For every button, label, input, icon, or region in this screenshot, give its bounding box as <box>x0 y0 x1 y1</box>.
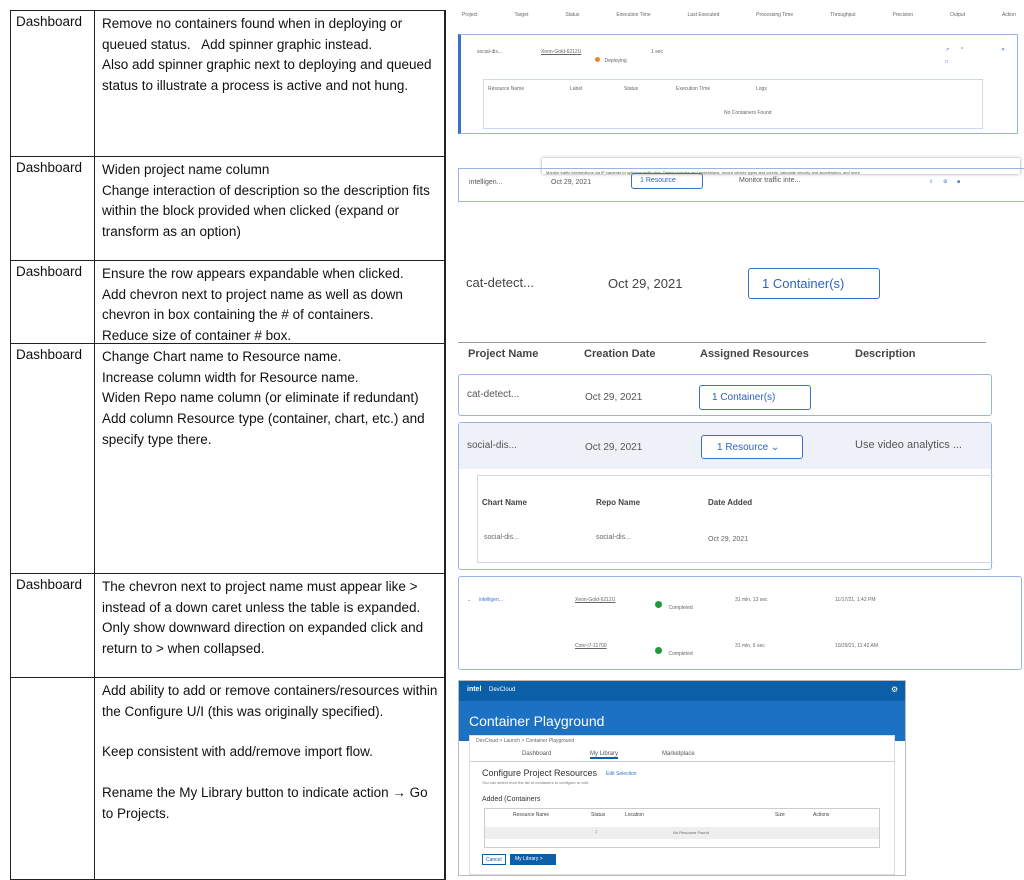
col-header: Assigned Resources <box>700 348 809 360</box>
col-header: Last Executed <box>687 12 720 18</box>
breadcrumb: DevCloud > Launch > Container Playground <box>476 738 575 744</box>
resource-name: social-dis... <box>484 534 520 541</box>
tab-my-library[interactable]: My Library <box>590 751 619 757</box>
col-header: Creation Date <box>584 348 656 360</box>
screen-cell: Dashboard <box>11 11 95 156</box>
note-line: Add column Resource type (container, chart, etc.) and specify type there. <box>102 411 429 447</box>
brand-logo: intel <box>467 686 482 693</box>
creation-date: Oct 29, 2021 <box>608 276 683 291</box>
screenshot-completed <box>458 576 1024 672</box>
note-line <box>102 722 441 742</box>
sort-icon: ↕ <box>595 829 598 835</box>
screenshot-configure <box>458 680 906 876</box>
project-row[interactable] <box>458 168 1024 202</box>
notes-cell <box>95 261 445 343</box>
sub-table <box>477 475 993 563</box>
exec-time: 31 min, 13 sec <box>735 597 768 603</box>
col-header: Project <box>462 12 478 18</box>
col-header: Execution Time <box>616 12 651 18</box>
project-name: intelligen... <box>469 179 503 186</box>
note-line: Widen project name column <box>102 162 270 177</box>
note-line: Add chevron next to project name as well as down chevron in box containing the # of containers. <box>102 286 407 323</box>
col-header: Location <box>625 812 644 818</box>
row-summary <box>459 423 991 469</box>
screenshot-container-count <box>458 258 1024 328</box>
note-line: Also add spinner graphic next to deploying and queued status to illustrate a process is active and not hung. <box>102 57 436 94</box>
spinner-icon <box>595 57 600 62</box>
col-header: Output <box>950 12 966 18</box>
settings-icon[interactable]: ⚙ <box>943 179 948 185</box>
section-title: Configure Project Resources <box>482 768 598 778</box>
added-containers-label: Added (Containers <box>482 796 541 803</box>
table-row <box>11 156 445 260</box>
table-row <box>11 573 445 677</box>
col-header: Size <box>775 812 785 818</box>
note-line: Remove no containers found when in deploying or queued status. Add spinner graphic instead. <box>102 16 406 52</box>
project-name: social-dis... <box>477 49 503 55</box>
col-header: Precision <box>892 12 914 18</box>
my-library-button[interactable]: My Library > <box>510 854 556 865</box>
status-text: Completed <box>668 605 693 611</box>
notes-table <box>10 10 446 880</box>
description[interactable]: Monitor traffic inte... <box>739 177 801 184</box>
col-header: Status <box>591 812 606 818</box>
target-link[interactable]: Xeon-Gold-6212U <box>541 49 582 55</box>
notes-cell <box>95 157 445 260</box>
sub-col-header: Label <box>570 86 583 92</box>
sub-col-header: Chart Name <box>482 498 527 507</box>
table-row <box>11 260 445 343</box>
download-icon[interactable]: ⇩ <box>929 179 934 185</box>
screen-cell: Dashboard <box>11 344 95 573</box>
target-link[interactable]: Core-i7-11700 <box>575 643 607 649</box>
screen-cell: Dashboard <box>11 574 95 677</box>
empty-message: No Containers Found <box>724 110 772 116</box>
note-line: The chevron next to project name must appear like > instead of a down caret unless the table is expanded. <box>102 579 422 615</box>
note-line: Reduce size of container # box. <box>102 328 292 344</box>
note-line <box>102 763 441 783</box>
col-header: Throughput <box>830 12 856 18</box>
tab-bar <box>470 750 894 762</box>
creation-date: Oct 29, 2021 <box>585 392 643 403</box>
note-line: Rename the My Library button to indicate action → Go to Projects. <box>102 785 432 821</box>
chevron-down-icon[interactable]: ⌄ <box>467 597 472 603</box>
tooltip-text: Monitor traffic intersections via IP cameras to optimize traffic flow. Detect vehicles and pedestrians, record vehicle types and counts, calculate velocity and acceleration, and more <box>546 170 860 175</box>
note-line: Change Chart name to Resource name. <box>102 349 342 364</box>
empty-message: No Resource Found <box>673 830 709 835</box>
creation-date: Oct 29, 2021 <box>585 442 643 453</box>
sub-col-header: Date Added <box>708 498 753 507</box>
target-link[interactable]: Xeon-Gold-6212U <box>575 597 616 603</box>
screen-cell: Dashboard <box>11 157 95 260</box>
project-name: social-dis... <box>467 440 518 451</box>
chevron-up-icon[interactable]: ^ <box>961 47 964 53</box>
creation-date: Oct 29, 2021 <box>551 179 592 186</box>
sub-col-header: Repo Name <box>596 498 641 507</box>
resource-count-button[interactable]: 1 Resource ⌄ <box>701 435 803 459</box>
screen-cell <box>11 678 95 880</box>
screen-cell: Dashboard <box>11 261 95 343</box>
note-line: Increase column width for Resource name. <box>102 369 359 385</box>
delete-icon[interactable]: □ <box>945 59 949 65</box>
project-name: cat-detect... <box>467 389 520 400</box>
note-line: Add ability to add or remove containers/resources within the Configure U/I (this was originally specified). <box>102 683 442 719</box>
exec-time: 1 sec <box>651 49 663 55</box>
col-header: Resource Name <box>513 812 550 818</box>
col-header: Actions <box>813 812 830 818</box>
col-header: Target <box>514 12 529 18</box>
tab-dashboard[interactable]: Dashboard <box>522 751 552 757</box>
screenshot-resource-table <box>458 342 1024 570</box>
description[interactable]: Use video analytics ... <box>855 439 962 451</box>
status <box>655 642 693 660</box>
notes-cell <box>95 11 445 156</box>
project-name: intelligen... <box>479 597 503 603</box>
status-dot-icon <box>655 601 662 608</box>
project-name: cat-detect... <box>466 275 534 290</box>
exec-time: 31 min, 6 sec <box>735 643 765 649</box>
resource-count-button[interactable]: 1 Resource <box>631 173 703 189</box>
status <box>595 49 627 67</box>
notes-cell <box>95 678 445 880</box>
status-dot-icon <box>655 647 662 654</box>
container-count-button[interactable]: 1 Container(s) <box>748 268 880 299</box>
notes-cell <box>95 574 445 677</box>
status-text: Completed <box>668 651 693 657</box>
status <box>655 596 693 614</box>
resource-table <box>484 808 880 848</box>
container-count-button[interactable]: 1 Container(s) <box>699 385 811 410</box>
project-row[interactable] <box>458 374 992 416</box>
note-line: Change interaction of description so the description fits within the block provided when clicked (expand or transform as an option) <box>102 182 434 240</box>
col-header: Action <box>1001 12 1016 18</box>
last-executed: 10/29/21, 11:42 AM <box>835 643 878 649</box>
tab-marketplace[interactable]: Marketplace <box>662 751 695 757</box>
expanded-project-row[interactable] <box>458 422 992 570</box>
open-icon[interactable]: ↗ <box>945 47 950 53</box>
notes-cell <box>95 344 445 573</box>
edit-selection-link[interactable]: Edit Selection <box>606 771 637 777</box>
screenshot-description <box>458 150 1024 206</box>
divider <box>458 342 986 343</box>
col-header: Status <box>565 12 580 18</box>
repo-name: social-dis... <box>596 534 632 541</box>
table-row <box>11 11 445 156</box>
date-added: Oct 29, 2021 <box>708 536 749 543</box>
settings-icon[interactable]: ⚙ <box>891 685 899 694</box>
sub-col-header: Status <box>624 86 639 92</box>
table-row <box>11 677 445 880</box>
sub-col-header: Execution Time <box>676 86 711 92</box>
project-row[interactable] <box>458 576 1022 670</box>
empty-row <box>485 827 879 839</box>
table-header <box>458 12 1020 18</box>
sub-col-header: Resource Name <box>488 86 525 92</box>
top-nav <box>459 681 905 701</box>
note-line: Only show downward direction on expanded click and return to > when collapsed. <box>102 620 427 657</box>
col-header: Project Name <box>468 348 539 360</box>
note-line: Widen Repo name column (or eliminate if redundant) <box>102 390 419 406</box>
cancel-button[interactable]: Cancel <box>482 854 506 865</box>
table-row <box>11 343 445 573</box>
content-card <box>469 735 895 875</box>
section-subtitle: You can select from the list of containers to configure or edit <box>482 780 588 785</box>
page-title: Container Playground <box>469 713 605 729</box>
note-line: Keep consistent with add/remove import flow. <box>102 744 373 760</box>
status-text: Deploying <box>604 58 627 64</box>
product-name: DevCloud <box>489 687 516 693</box>
last-executed: 11/17/21, 1:42 PM <box>835 597 876 603</box>
expanded-row[interactable] <box>458 34 1018 134</box>
sub-col-header: Logs <box>756 86 767 92</box>
col-header: Description <box>855 348 916 360</box>
screenshot-deploying <box>458 12 1020 137</box>
close-icon[interactable]: ✕ <box>1001 47 1006 53</box>
note-line: Ensure the row appears expandable when clicked. <box>102 266 404 281</box>
trash-icon[interactable]: ■ <box>957 179 961 185</box>
col-header: Processing Time <box>756 12 794 18</box>
sub-table <box>483 79 983 129</box>
